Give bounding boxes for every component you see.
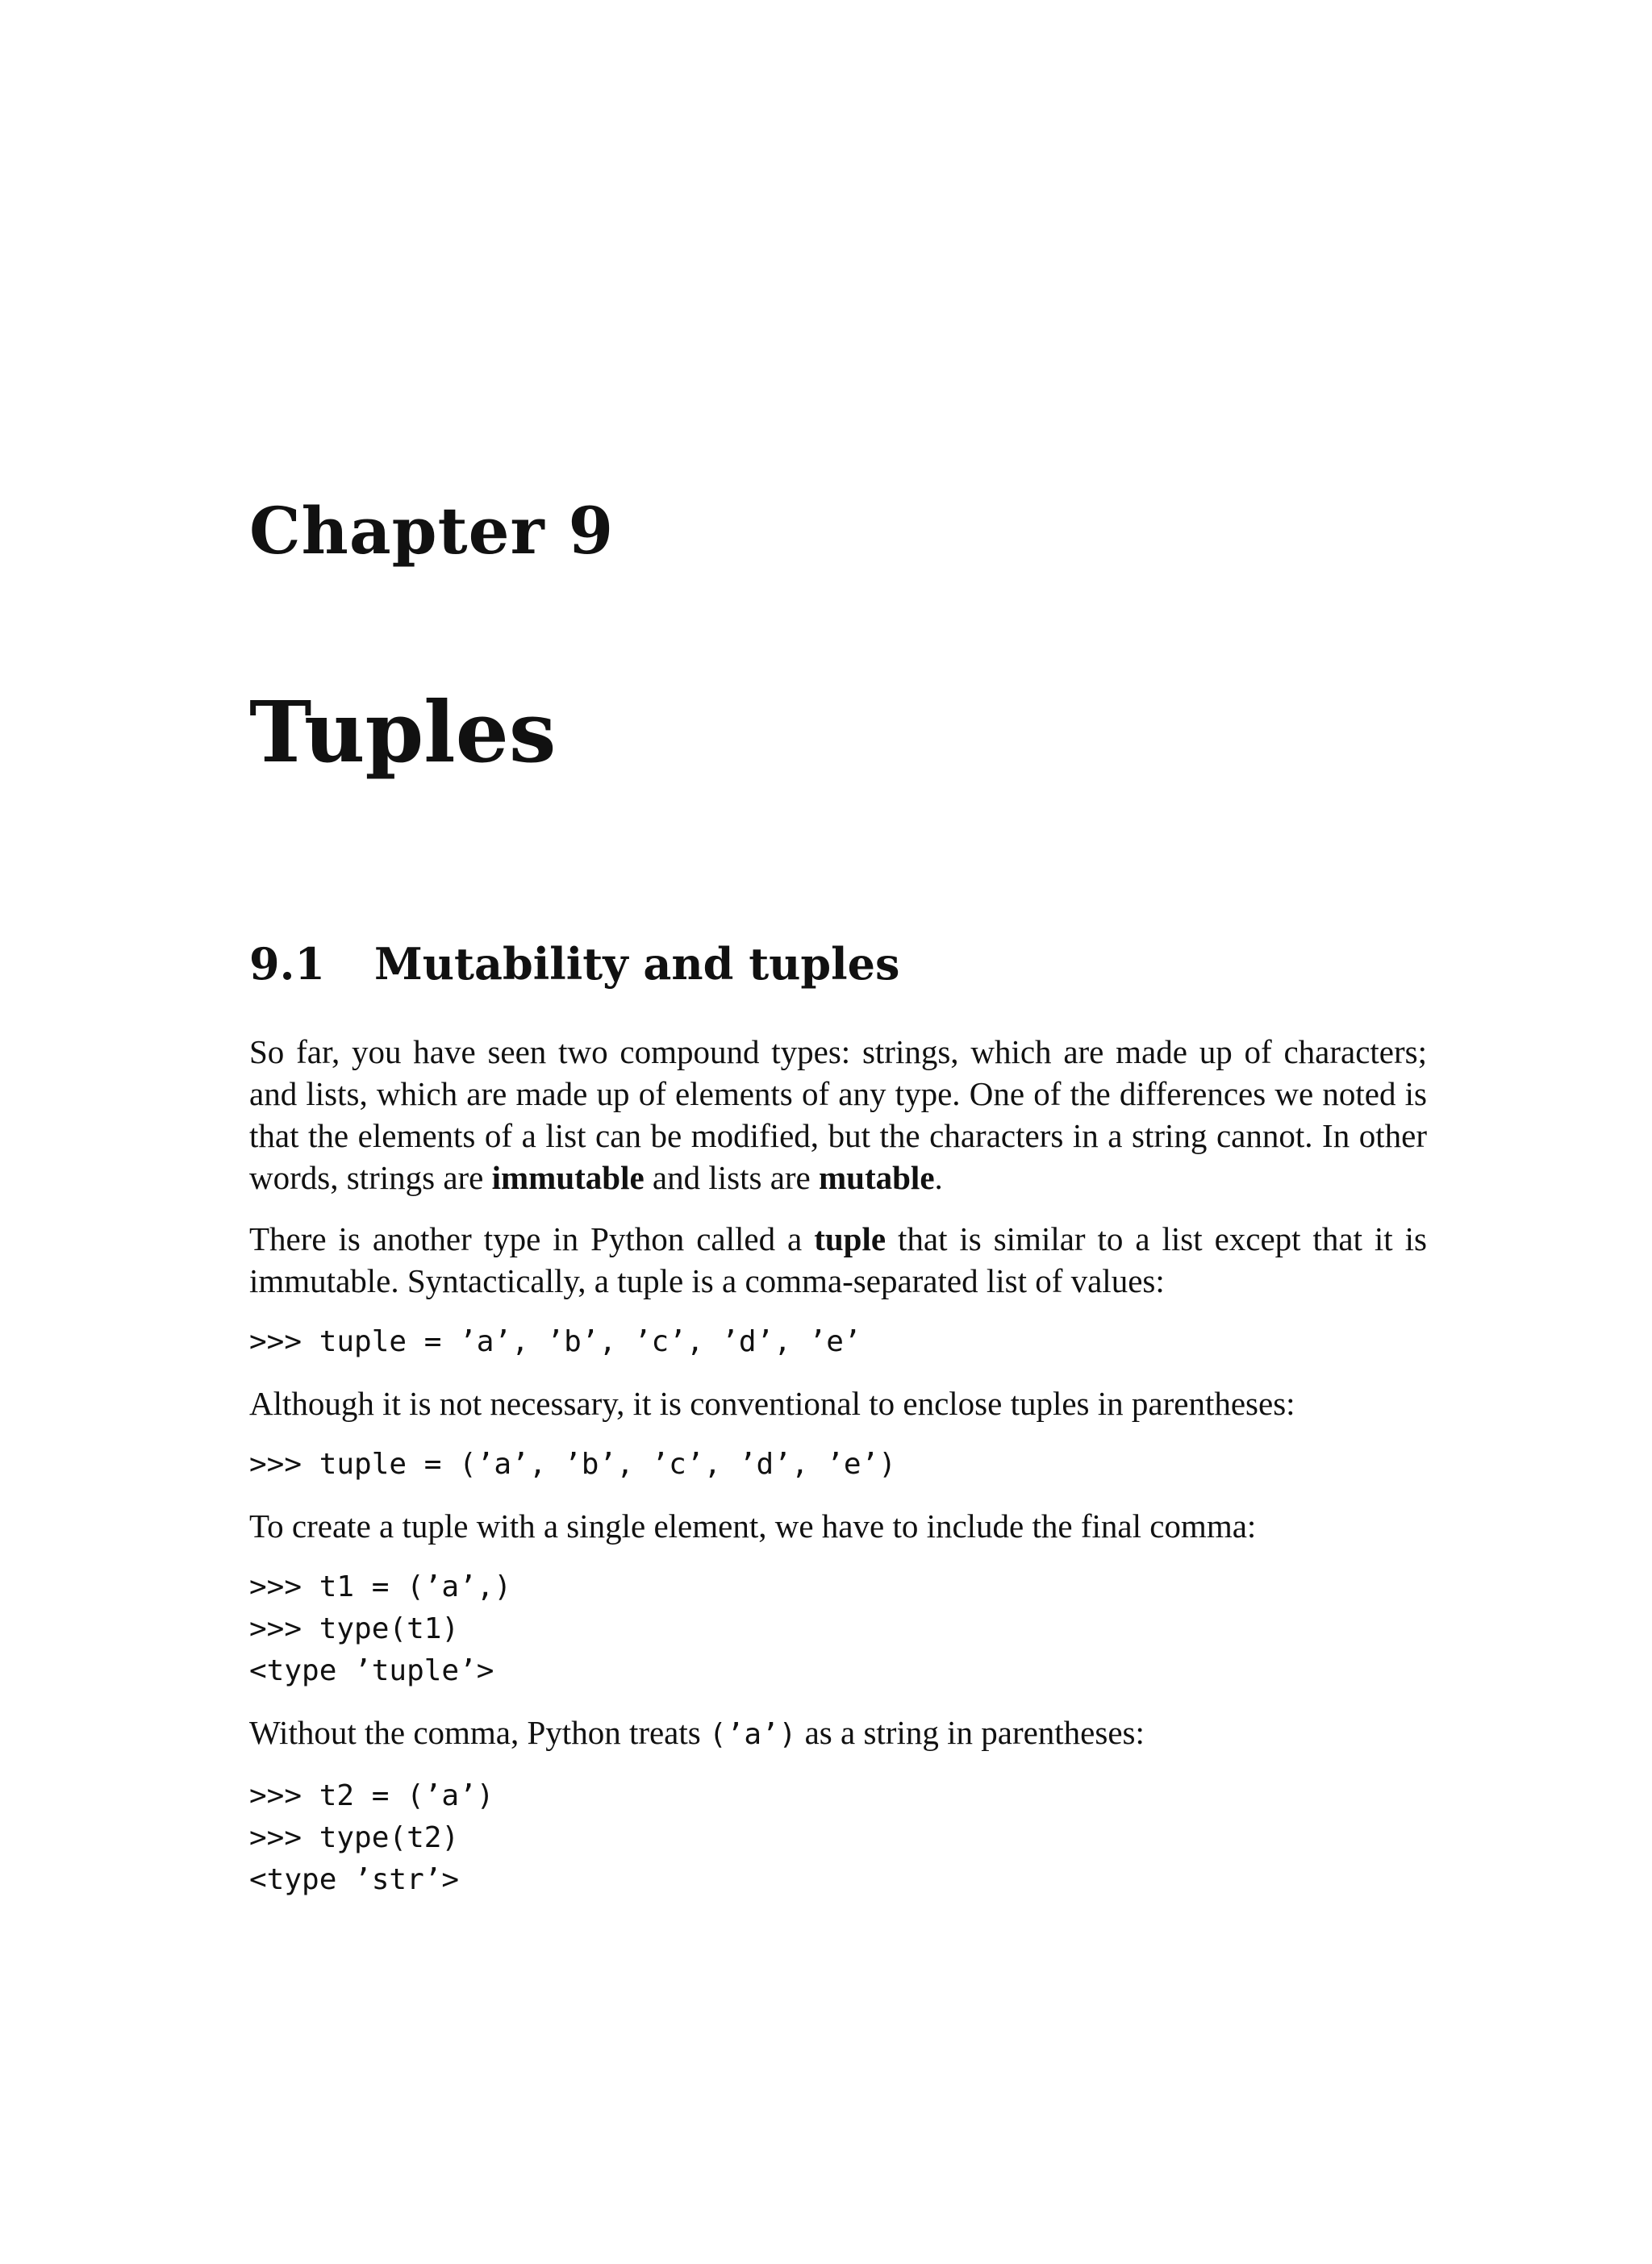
code-block-single-element [249, 1566, 1427, 1692]
code-line: >>> t2 = (’a’) [249, 1779, 494, 1812]
code-line: >>> type(t1) [249, 1612, 460, 1645]
paragraph-text: that is similar to a list except that it is immutable. Syntactically, a tuple is a comma-separated list of values: [249, 1220, 1427, 1299]
paragraph-text: So far, you have seen two compound types: strings, which are made up of characters; and lists, which are made up of elements of any type. One of the differences we noted is that the elements of a list can be modified, but the characters in a string cannot. In other words, strings are [249, 1033, 1427, 1196]
paragraph-parentheses: Although it is not necessary, it is conventional to enclose tuples in parentheses: [249, 1385, 1295, 1422]
document-page [249, 0, 1427, 2264]
code-line: >>> type(t2) [249, 1821, 460, 1854]
code-line: <type ’str’> [249, 1863, 460, 1896]
paragraph-compound-types [249, 1031, 1427, 1199]
chapter-label: Chapter 9 [249, 493, 615, 569]
section-number: 9.1 [249, 938, 325, 990]
paragraph-text: . [934, 1159, 943, 1196]
paragraph-text: There is another type in Python called a [249, 1220, 815, 1257]
code-block-tuple-parens [249, 1444, 1427, 1486]
code-block-string [249, 1775, 1427, 1901]
section-title: Mutability and tuples [374, 938, 900, 990]
term-tuple: tuple [814, 1220, 886, 1257]
paragraph-text: Without the comma, Python treats [249, 1714, 709, 1751]
code-line: <type ’tuple’> [249, 1654, 494, 1687]
term-immutable: immutable [491, 1159, 645, 1196]
code-line: >>> tuple = ’a’, ’b’, ’c’, ’d’, ’e’ [249, 1325, 861, 1358]
paragraph-single-element: To create a tuple with a single element, we have to include the final comma: [249, 1507, 1257, 1545]
paragraph-text: as a string in parentheses: [796, 1714, 1145, 1751]
section-body [249, 1031, 1427, 1920]
term-mutable: mutable [819, 1159, 935, 1196]
code-block-tuple-assign [249, 1321, 1427, 1363]
code-line: >>> t1 = (’a’,) [249, 1570, 512, 1603]
chapter-title: Tuples [249, 682, 557, 782]
paragraph-text: and lists are [644, 1159, 820, 1196]
paragraph-without-comma [249, 1712, 1427, 1756]
paragraph-tuple-intro [249, 1218, 1427, 1302]
code-line: >>> tuple = (’a’, ’b’, ’c’, ’d’, ’e’) [249, 1448, 896, 1481]
section-heading [249, 936, 899, 992]
inline-code: (’a’) [708, 1718, 797, 1751]
